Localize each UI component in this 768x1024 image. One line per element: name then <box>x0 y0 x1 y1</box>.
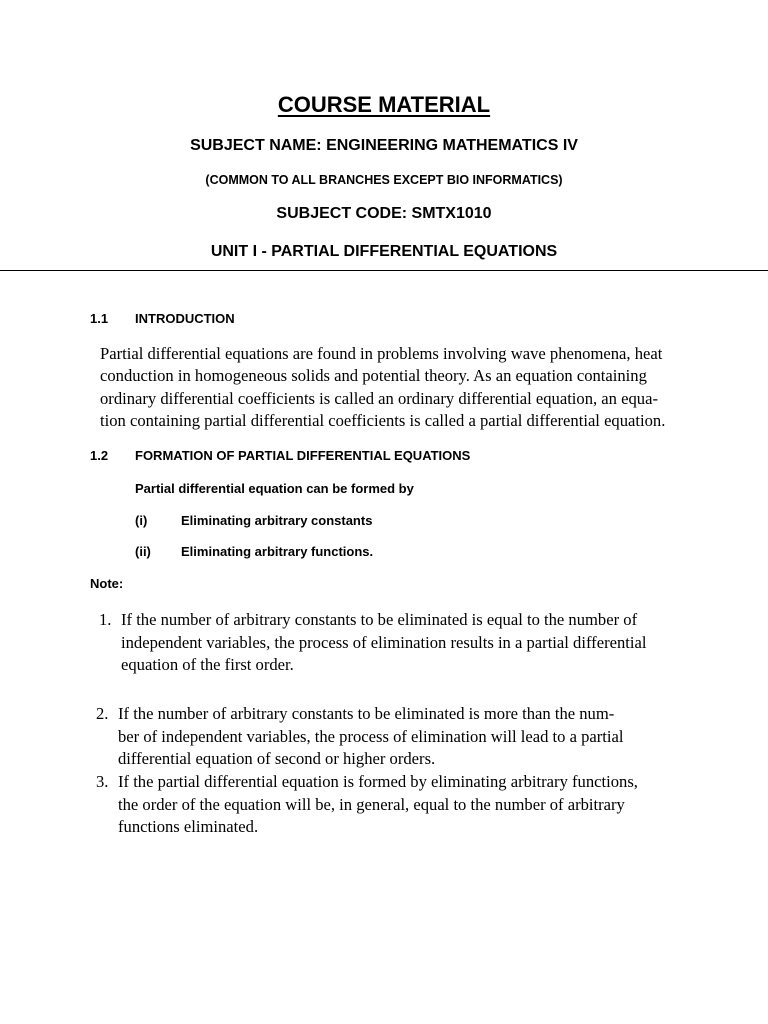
method-number: (i) <box>135 513 148 528</box>
note-text <box>118 771 638 839</box>
note-number: 3. <box>96 772 109 791</box>
method-text: Eliminating arbitrary constants <box>181 513 373 528</box>
note-number: 1. <box>99 610 112 629</box>
subject-code: SUBJECT CODE: SMTX1010 <box>276 205 492 222</box>
method-text: Eliminating arbitrary functions. <box>181 544 374 559</box>
note-line: If the number of arbitrary constants to be eliminated is more than the num- <box>118 704 615 723</box>
introduction-paragraph <box>100 343 665 432</box>
unit-title: UNIT I - PARTIAL DIFFERENTIAL EQUATIONS <box>210 243 558 260</box>
note-line: differential equation of second or higher orders. <box>118 749 436 768</box>
course-title: COURSE MATERIAL <box>277 92 491 117</box>
section-number: 1.2 <box>90 448 109 463</box>
method-number: (ii) <box>135 544 151 559</box>
note-line: ber of independent variables, the process of elimination will lead to a partial <box>118 726 624 746</box>
note-line: If the partial differential equation is formed by eliminating arbitrary functions, <box>118 772 638 791</box>
paragraph-line: tion containing partial differential coefficients is called a partial differential equation. <box>100 410 666 430</box>
paragraph-line: Partial differential equations are found in problems involving wave phenomena, heat <box>100 344 663 363</box>
note-text <box>118 703 623 771</box>
note-number: 2. <box>96 704 109 723</box>
note-line: independent variables, the process of elimination results in a partial differential <box>121 632 647 652</box>
subject-name: SUBJECT NAME: ENGINEERING MATHEMATICS IV <box>190 137 578 154</box>
note-line: If the number of arbitrary constants to be eliminated is equal to the number of <box>121 610 638 629</box>
formation-intro: Partial differential equation can be formed by <box>135 481 414 496</box>
common-branches-note: (COMMON TO ALL BRANCHES EXCEPT BIO INFORMATICS) <box>205 173 563 187</box>
note-line: functions eliminated. <box>118 817 259 836</box>
header-divider <box>0 270 768 271</box>
paragraph-line: conduction in homogeneous solids and potential theory. As an equation containing <box>100 366 647 386</box>
section-title: INTRODUCTION <box>135 311 235 326</box>
note-line: equation of the first order. <box>121 655 294 674</box>
note-text <box>121 609 646 677</box>
note-line: the order of the equation will be, in general, equal to the number of arbitrary <box>118 794 625 814</box>
section-title: FORMATION OF PARTIAL DIFFERENTIAL EQUATIONS <box>135 448 471 463</box>
note-label: Note: <box>90 576 124 591</box>
section-number: 1.1 <box>90 311 109 326</box>
paragraph-line: ordinary differential coefficients is called an ordinary differential equation, an equa- <box>100 388 658 408</box>
